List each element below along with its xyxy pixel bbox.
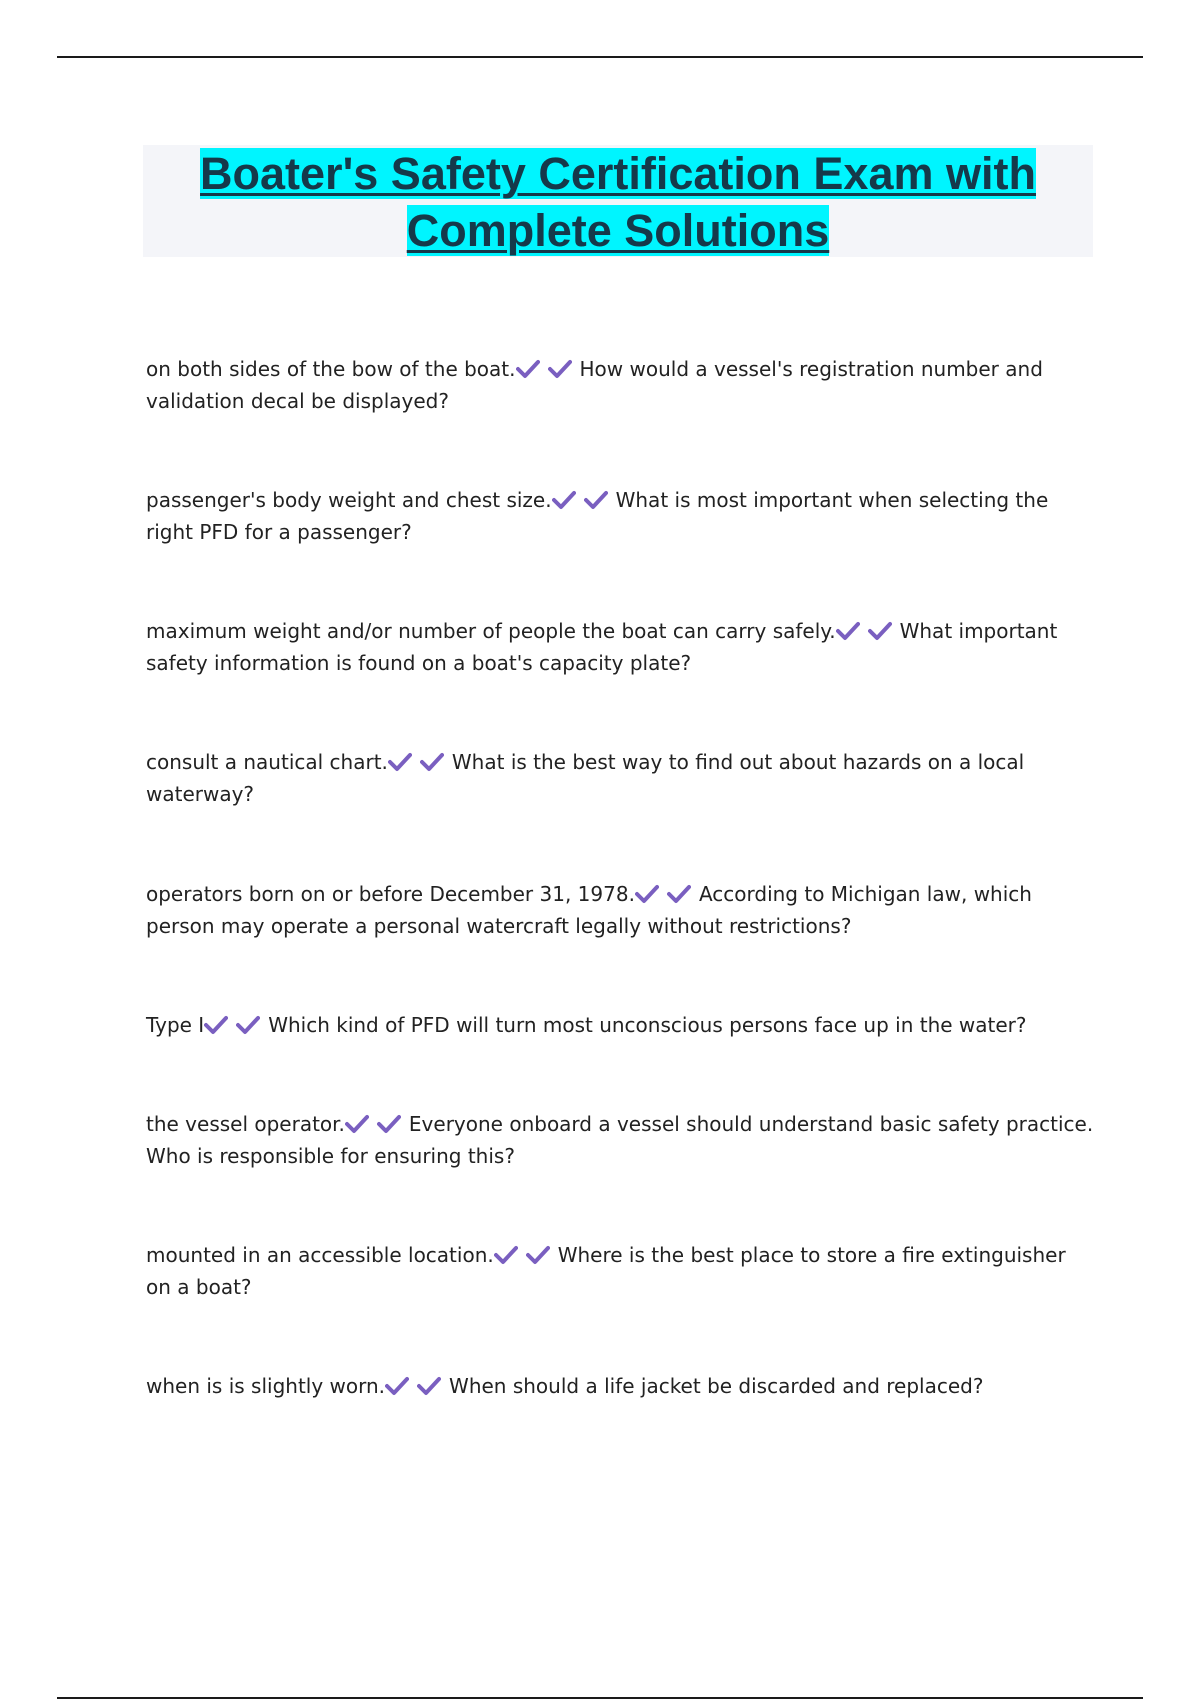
question-text: Which kind of PFD will turn most unconscious persons face up in the water? bbox=[268, 1013, 1027, 1037]
qa-item bbox=[146, 353, 1096, 417]
check-icon bbox=[385, 1376, 409, 1396]
check-icon bbox=[635, 884, 659, 904]
question-text: How would a vessel's registration number and validation decal be displayed? bbox=[146, 357, 1043, 413]
top-rule bbox=[57, 56, 1143, 58]
check-icon bbox=[388, 752, 412, 772]
bottom-rule bbox=[57, 1697, 1143, 1699]
answer-text: passenger's body weight and chest size. bbox=[146, 488, 552, 512]
answer-text: operators born on or before December 31, 1978. bbox=[146, 882, 635, 906]
qa-item bbox=[146, 1239, 1096, 1303]
answer-text: mounted in an accessible location. bbox=[146, 1243, 494, 1267]
answer-text: on both sides of the bow of the boat. bbox=[146, 357, 516, 381]
answer-text: Type I bbox=[146, 1013, 205, 1037]
check-icon bbox=[377, 1114, 401, 1134]
answer-text: the vessel operator. bbox=[146, 1112, 345, 1136]
qa-item bbox=[146, 1108, 1096, 1172]
check-icon bbox=[204, 1015, 228, 1035]
question-text: When should a life jacket be discarded and replaced? bbox=[449, 1374, 984, 1398]
qa-item bbox=[146, 1009, 1096, 1041]
check-icon bbox=[667, 884, 691, 904]
check-icon bbox=[584, 490, 608, 510]
question-text: What is the best way to find out about hazards on a local waterway? bbox=[146, 750, 1025, 806]
check-icon bbox=[516, 359, 540, 379]
check-icon bbox=[345, 1114, 369, 1134]
qa-item bbox=[146, 615, 1096, 679]
check-icon bbox=[526, 1245, 550, 1265]
qa-item bbox=[146, 878, 1096, 942]
check-icon bbox=[836, 621, 860, 641]
question-text: What important safety information is found on a boat's capacity plate? bbox=[146, 619, 1058, 675]
qa-item bbox=[146, 1370, 1096, 1402]
check-icon bbox=[417, 1376, 441, 1396]
title-box bbox=[143, 145, 1093, 257]
question-text: What is most important when selecting the right PFD for a passenger? bbox=[146, 488, 1049, 544]
check-icon bbox=[552, 490, 576, 510]
question-text: Everyone onboard a vessel should understand basic safety practice. Who is responsible for ensuring this? bbox=[146, 1112, 1094, 1168]
answer-text: when is is slightly worn. bbox=[146, 1374, 386, 1398]
document-title: Boater's Safety Certification Exam with Complete Solutions bbox=[200, 148, 1036, 256]
check-icon bbox=[868, 621, 892, 641]
check-icon bbox=[548, 359, 572, 379]
question-text: Where is the best place to store a fire extinguisher on a boat? bbox=[146, 1243, 1066, 1299]
answer-text: consult a nautical chart. bbox=[146, 750, 388, 774]
answer-text: maximum weight and/or number of people the boat can carry safely. bbox=[146, 619, 836, 643]
qa-item bbox=[146, 484, 1096, 548]
check-icon bbox=[494, 1245, 518, 1265]
qa-item bbox=[146, 746, 1096, 810]
check-icon bbox=[236, 1015, 260, 1035]
question-text: According to Michigan law, which person may operate a personal watercraft legally without restrictions? bbox=[146, 882, 1032, 938]
check-icon bbox=[420, 752, 444, 772]
